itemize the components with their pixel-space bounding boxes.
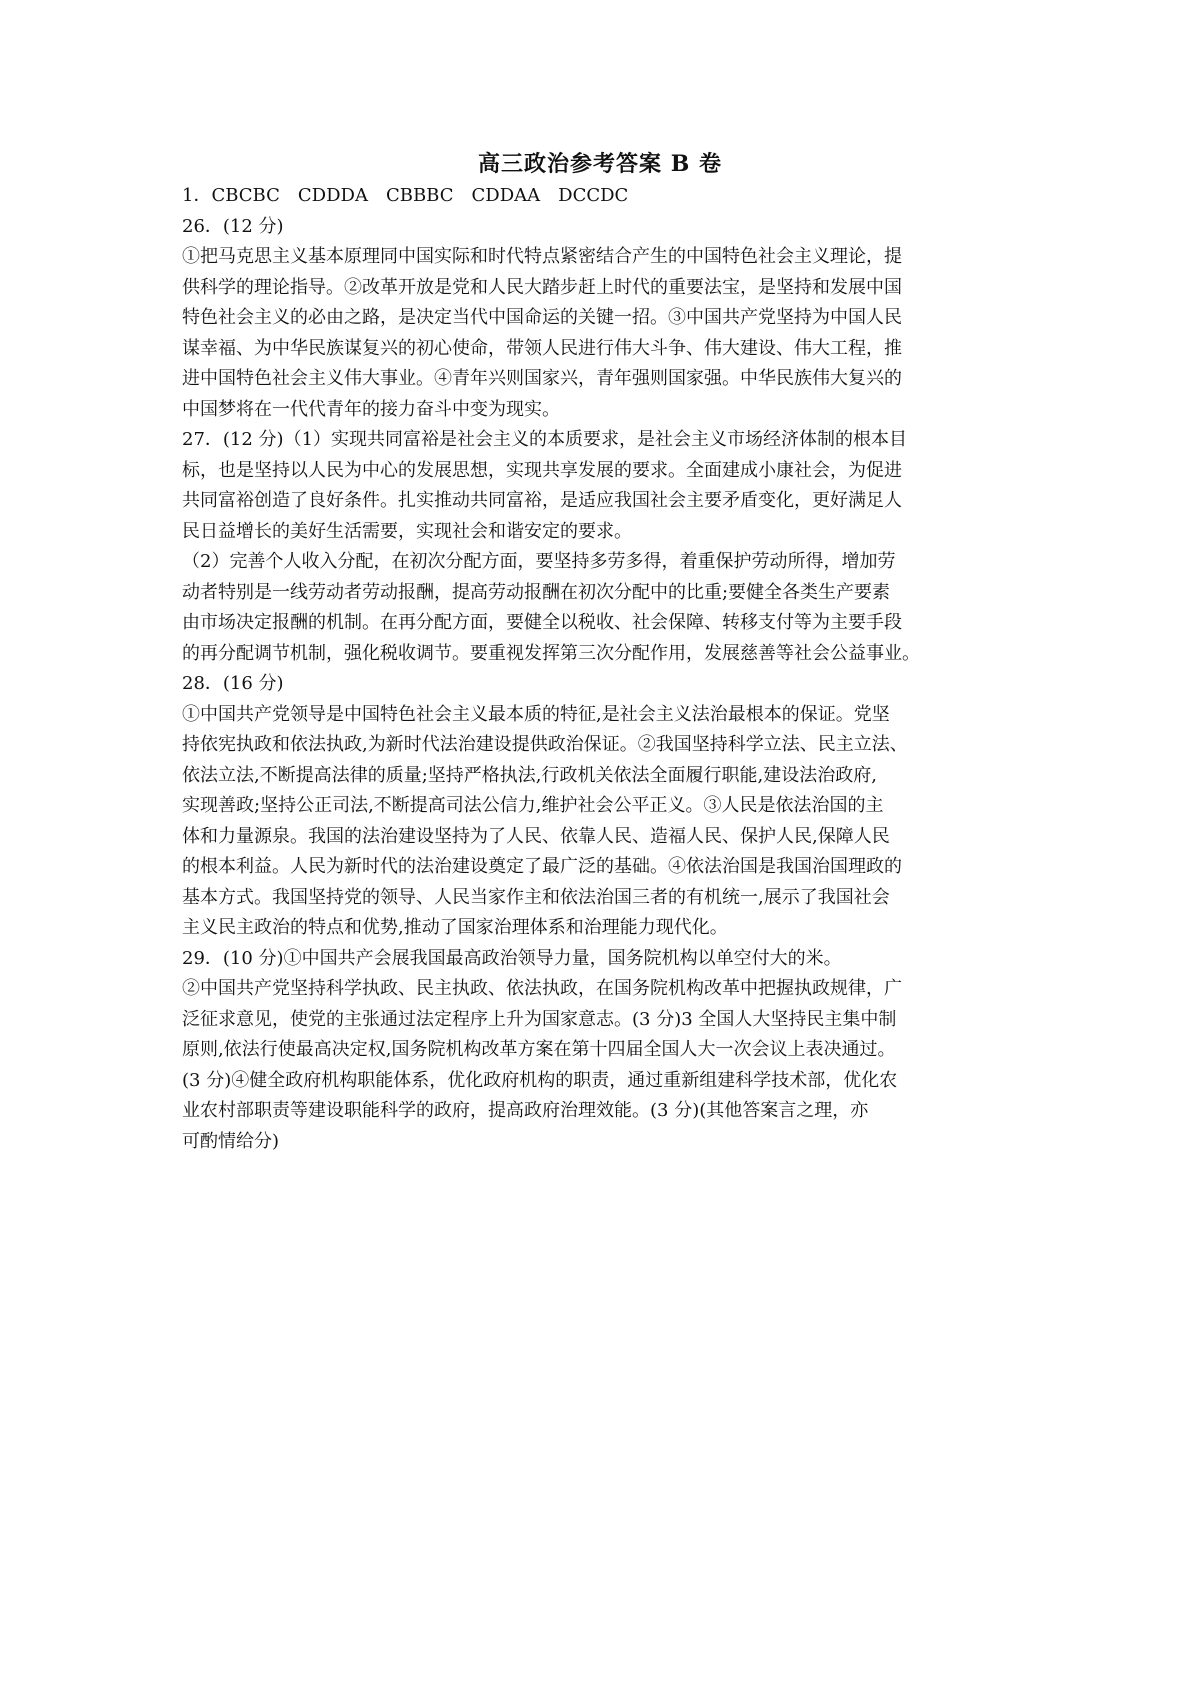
text-line: 业农村部职责等建设职能科学的政府，提高政府治理效能。(3 分)(其他答案言之理，亦 (182, 1100, 869, 1121)
answer-content (182, 181, 1027, 1157)
text-line: 持依宪执政和依法执政,为新时代法治建设提供政治保证。②我国坚持科学立法、民主立法、 (182, 734, 908, 755)
text-line: 体和力量源泉。我国的法治建设坚持为了人民、依靠人民、造福人民、保护人民,保障人民 (182, 825, 890, 847)
text-line: 谋幸福、为中华民族谋复兴的初心使命，带领人民进行伟大斗争、伟大建设、伟大工程，推 (182, 337, 902, 359)
text-line: ①把马克思主义基本原理同中国实际和时代特点紧密结合产生的中国特色社会主义理论，提 (182, 246, 902, 267)
text-line: （2）完善个人收入分配，在初次分配方面，要坚持多劳多得，着重保护劳动所得，增加劳 (182, 551, 896, 572)
text-line: 依法立法,不断提高法律的质量;坚持严格执法,行政机关依法全面履行职能,建设法治政府, (182, 764, 877, 786)
text-line: 的再分配调节机制，强化税收调节。要重视发挥第三次分配作用，发展慈善等社会公益事业。 (182, 642, 920, 664)
text-line: ①中国共产党领导是中国特色社会主义最本质的特征,是社会主义法治最根本的保证。党坚 (182, 703, 890, 725)
page-title: 高三政治参考答案 B 卷 (478, 151, 722, 177)
text-line: 可酌情给分) (182, 1130, 280, 1152)
text-line: 进中国特色社会主义伟大事业。④青年兴则国家兴，青年强则国家强。中华民族伟大复兴的 (182, 368, 902, 389)
text-line: 28．(16 分) (182, 673, 284, 694)
text-line: 原则,依法行使最高决定权,国务院机构改革方案在第十四届全国人大一次会议上表决通过。 (182, 1039, 896, 1060)
text-line: 标，也是坚持以人民为中心的发展思想，实现共享发展的要求。全面建成小康社会，为促进 (182, 459, 902, 481)
text-line: ②中国共产党坚持科学执政、民主执政、依法执政，在国务院机构改革中把握执政规律，广 (182, 978, 902, 999)
text-line: (3 分)④健全政府机构职能体系，优化政府机构的职责，通过重新组建科学技术部，优化农 (182, 1069, 898, 1091)
text-line: 由市场决定报酬的机制。在再分配方面，要健全以税收、社会保障、转移支付等为主要手段 (182, 612, 902, 633)
text-line: 29．(10 分)①中国共产会展我国最高政治领导力量，国务院机构以单空付大的米。 (182, 947, 842, 969)
text-line: 共同富裕创造了良好条件。扎实推动共同富裕，是适应我国社会主要矛盾变化，更好满足人 (182, 490, 902, 511)
text-line: 特色社会主义的必由之路，是决定当代中国命运的关键一招。③中国共产党坚持为中国人民 (182, 307, 902, 328)
text-line: 26．(12 分) (182, 215, 284, 237)
text-line: 主义民主政治的特点和优势,推动了国家治理体系和治理能力现代化。 (182, 917, 728, 938)
text-line: 动者特别是一线劳动者劳动报酬，提高劳动报酬在初次分配中的比重;要健全各类生产要素 (182, 581, 891, 603)
text-line: 实现善政;坚持公正司法,不断提高司法公信力,维护社会公平正义。③人民是依法治国的主 (182, 795, 884, 816)
text-line: 民日益增长的美好生活需要，实现社会和谐安定的要求。 (182, 520, 632, 542)
text-line: 1．CBCBC CDDDA CBBBC CDDAA DCCDC (182, 185, 629, 206)
text-line: 27．(12 分)（1）实现共同富裕是社会主义的本质要求，是社会主义市场经济体制的根本目 (182, 429, 908, 450)
text-line: 基本方式。我国坚持党的领导、人民当家作主和依法治国三者的有机统一,展示了我国社会 (182, 886, 890, 908)
text-line: 的根本利益。人民为新时代的法治建设奠定了最广泛的基础。④依法治国是我国治国理政的 (182, 856, 902, 877)
text-line: 中国梦将在一代代青年的接力奋斗中变为现实。 (182, 398, 560, 420)
text-line: 泛征求意见，使党的主张通过法定程序上升为国家意志。(3 分)3 全国人大坚持民主集中制 (182, 1008, 897, 1030)
text-line: 供科学的理论指导。②改革开放是党和人民大踏步赶上时代的重要法宝，是坚持和发展中国 (182, 276, 902, 298)
